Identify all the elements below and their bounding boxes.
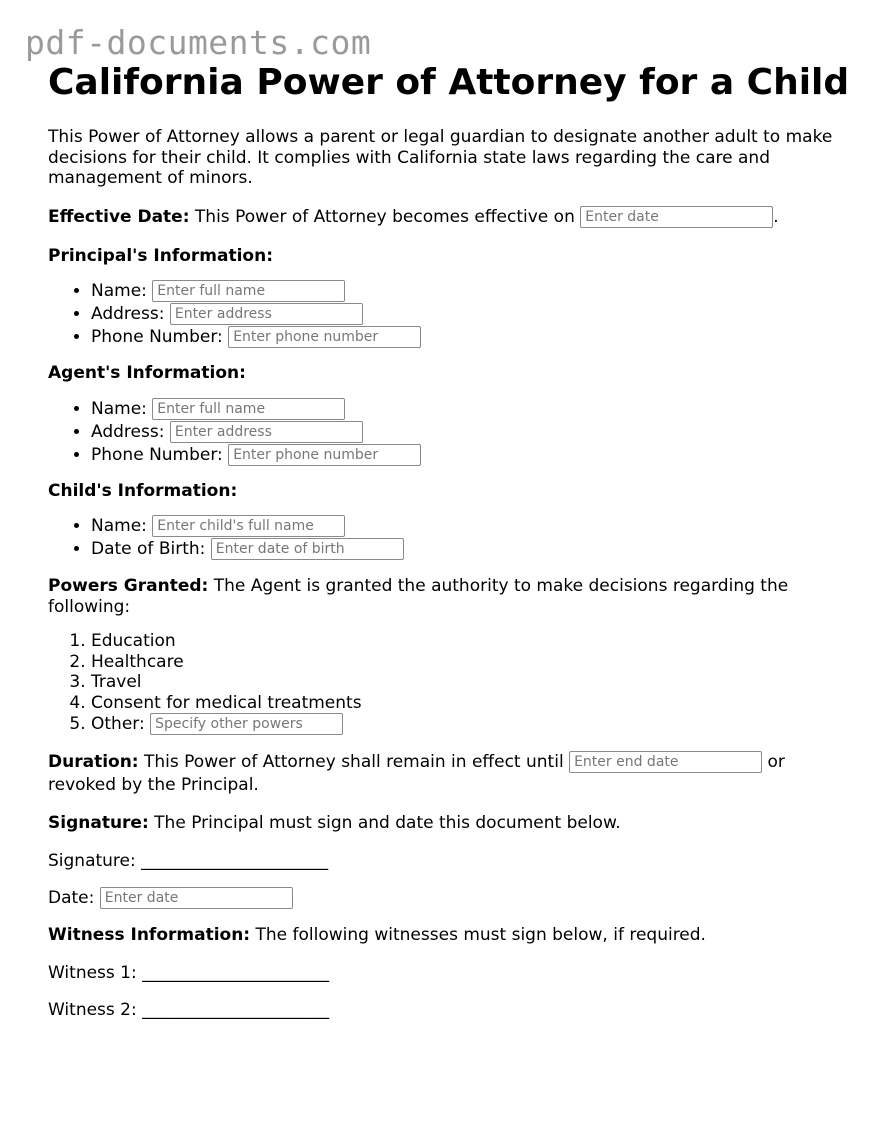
principal-address-label: Address: <box>91 304 165 324</box>
list-item: 1. Education <box>91 631 848 652</box>
effective-date-suffix: . <box>773 206 779 227</box>
duration-paragraph <box>48 751 848 797</box>
signature-line-label: Signature: <box>48 850 136 871</box>
signature-line[interactable]: ______________________ <box>141 850 329 871</box>
witness-paragraph <box>48 925 848 946</box>
effective-date-label: Effective Date: <box>48 206 190 227</box>
signature-label: Signature: <box>48 813 149 833</box>
principal-heading: Principal's Information: <box>48 245 273 266</box>
list-item <box>91 421 848 444</box>
witness-1-line[interactable]: ______________________ <box>142 962 330 983</box>
duration-suffix: or revoked by the Principal. <box>48 752 785 795</box>
agent-address-input[interactable] <box>170 421 363 443</box>
document-page <box>48 62 848 1021</box>
witness-text: The following witnesses must sign below, if required. <box>255 925 706 945</box>
principal-list <box>48 280 848 349</box>
signature-line-row <box>48 851 848 872</box>
powers-label: Powers Granted: <box>48 576 209 596</box>
effective-date-input[interactable] <box>580 206 773 228</box>
principal-phone-label: Phone Number: <box>91 327 223 347</box>
child-name-input[interactable] <box>152 515 345 537</box>
list-item <box>91 515 848 538</box>
effective-date-text: This Power of Attorney becomes effective on <box>194 206 575 227</box>
date-row <box>48 887 848 909</box>
principal-name-label: Name: <box>91 281 147 301</box>
witness-label: Witness Information: <box>48 925 251 945</box>
list-item <box>91 398 848 421</box>
powers-other-label: Other: <box>91 714 145 734</box>
child-dob-label: Date of Birth: <box>91 539 206 559</box>
list-item <box>91 713 848 735</box>
duration-end-date-input[interactable] <box>569 751 762 773</box>
powers-other-input[interactable] <box>150 713 343 735</box>
witness-2-label: Witness 2: <box>48 1000 137 1020</box>
watermark: pdf-documents.com <box>25 23 372 62</box>
agent-phone-label: Phone Number: <box>91 444 223 465</box>
agent-phone-input[interactable] <box>228 444 421 466</box>
agent-list <box>48 398 848 467</box>
child-list <box>48 515 848 561</box>
duration-label: Duration: <box>48 752 139 772</box>
list-item: 4. Consent for medical treatments <box>91 693 848 714</box>
page-title: California Power of Attorney for a Child <box>48 62 850 103</box>
powers-text: The Agent is granted the authority to make decisions regarding the following: <box>48 576 789 617</box>
powers-list <box>48 631 848 735</box>
witness-2-row <box>48 1000 848 1021</box>
child-dob-input[interactable] <box>211 538 404 560</box>
child-heading: Child's Information: <box>48 480 238 501</box>
agent-name-input[interactable] <box>152 398 345 420</box>
list-item <box>91 326 848 349</box>
intro-paragraph: This Power of Attorney allows a parent or legal guardian to designate another adult to make decisions for their child. It complies with California state laws regarding the care and management of minors. <box>48 127 833 188</box>
witness-1-row <box>48 963 848 984</box>
agent-heading: Agent's Information: <box>48 363 246 383</box>
agent-name-label: Name: <box>91 398 147 419</box>
list-item <box>91 444 848 467</box>
principal-phone-input[interactable] <box>228 326 421 348</box>
date-label: Date: <box>48 888 95 908</box>
duration-text: This Power of Attorney shall remain in effect until <box>144 752 564 772</box>
effective-date-paragraph <box>48 206 848 228</box>
list-item <box>91 538 848 561</box>
list-item: 3. Travel <box>91 672 848 693</box>
principal-name-input[interactable] <box>152 280 345 302</box>
signature-paragraph <box>48 813 848 834</box>
signature-text: The Principal must sign and date this document below. <box>154 813 621 833</box>
child-name-label: Name: <box>91 516 147 536</box>
principal-address-input[interactable] <box>170 303 363 325</box>
powers-paragraph <box>48 576 848 617</box>
list-item: 2. Healthcare <box>91 652 848 673</box>
list-item <box>91 280 848 303</box>
list-item <box>91 303 848 326</box>
witness-1-label: Witness 1: <box>48 962 137 983</box>
witness-2-line[interactable]: ______________________ <box>142 1000 330 1020</box>
signature-date-input[interactable] <box>100 887 293 909</box>
agent-address-label: Address: <box>91 421 165 442</box>
